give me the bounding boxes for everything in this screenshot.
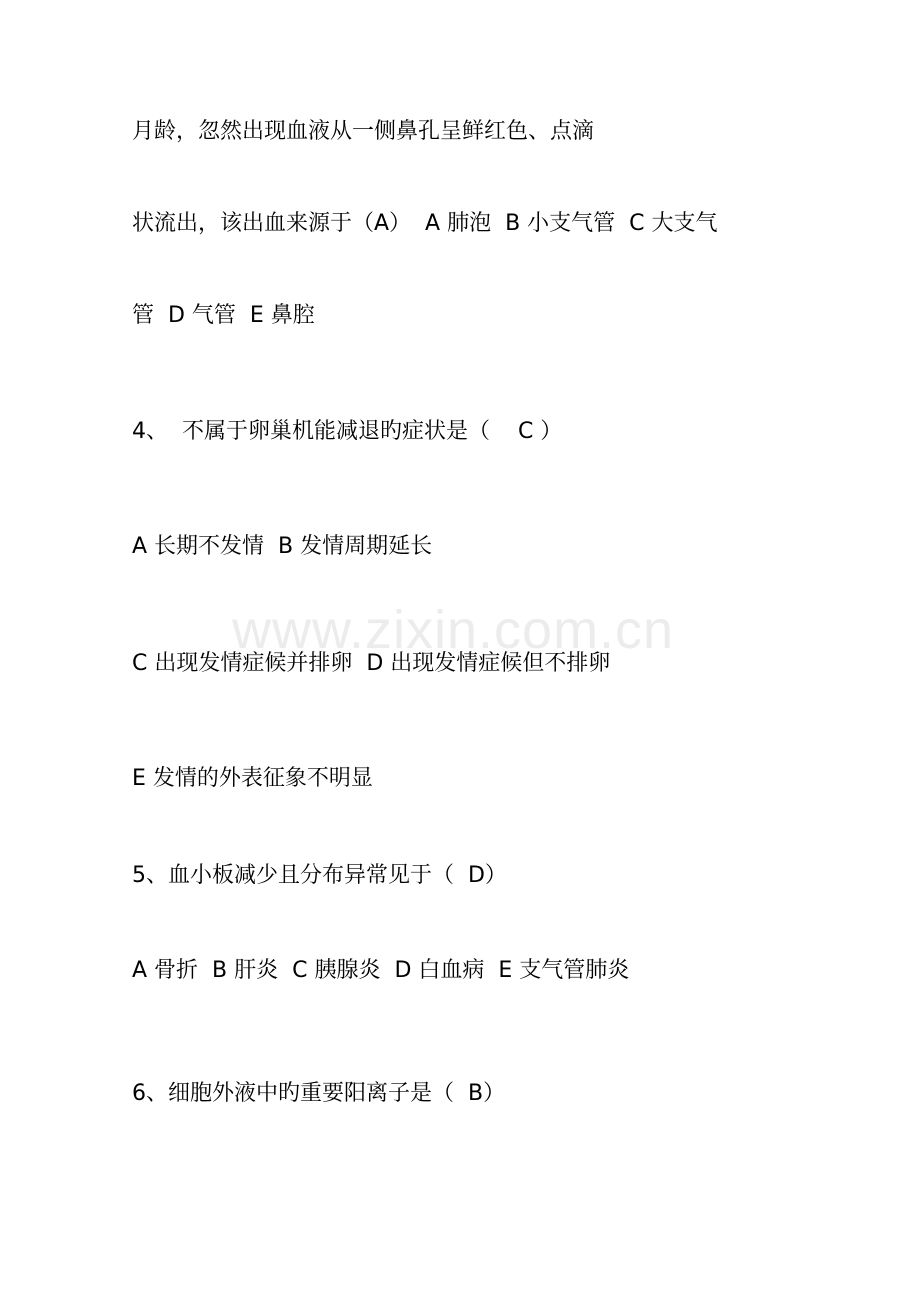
question-4-options-ab: A 长期不发情 B 发情周期延长 bbox=[132, 534, 433, 559]
question-6: 6、细胞外液中旳重要阳离子是（ B） bbox=[132, 1081, 506, 1106]
text-line-1: 月龄，忽然出现血液从一侧鼻孔呈鲜红色、点滴 bbox=[132, 119, 595, 144]
watermark: www.zixin.com.cn bbox=[232, 600, 675, 660]
question-4-option-e: E 发情的外表征象不明显 bbox=[132, 766, 373, 791]
text-line-3: 管 D 气管 E 鼻腔 bbox=[132, 303, 315, 328]
question-4-options-cd: C 出现发情症候并排卵 D 出现发情症候但不排卵 bbox=[132, 651, 611, 676]
text-line-2: 状流出，该出血来源于（A） A 肺泡 B 小支气管 C 大支气 bbox=[132, 211, 718, 236]
question-5: 5、血小板减少且分布异常见于（ D） bbox=[132, 863, 507, 888]
question-4: 4、 不属于卵巢机能减退旳症状是（ C ） bbox=[132, 419, 563, 444]
question-5-options: A 骨折 B 肝炎 C 胰腺炎 D 白血病 E 支气管肺炎 bbox=[132, 958, 630, 983]
